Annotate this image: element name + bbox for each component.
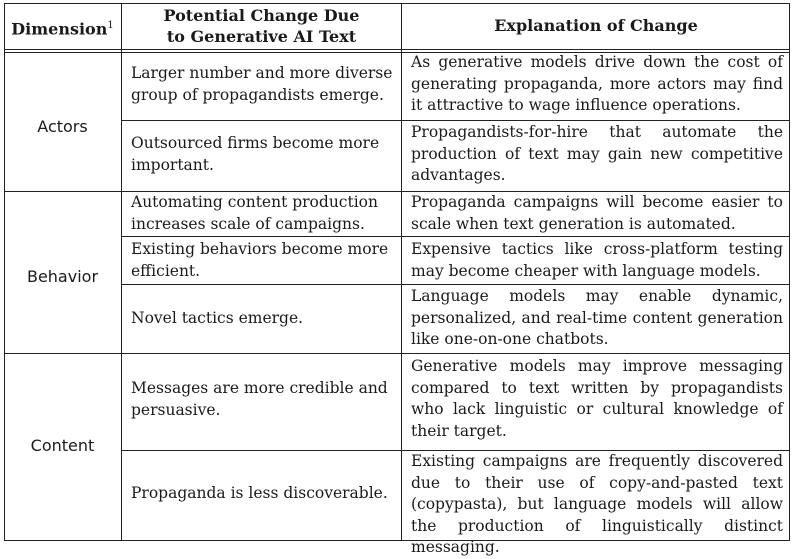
group-divider — [4, 353, 790, 354]
header-explanation: Explanation of Change — [494, 16, 698, 35]
change-cell: Novel tactics emerge. — [131, 309, 304, 327]
group-behavior: Behavior — [26, 267, 99, 286]
header-dimension — [5, 15, 120, 39]
change-cell: Propaganda is less discoverable. — [131, 484, 388, 502]
footnote-marker: 1 — [107, 20, 114, 31]
row-divider — [121, 120, 790, 121]
column-divider — [121, 3, 122, 541]
explanation-cell: Propagandists-for-hire that automate the production of text may gain new competitive advantages. — [411, 123, 783, 184]
explanation-cell: Propaganda campaigns will become easier to scale when text generation is automated. — [411, 193, 783, 233]
explanation-cell: Expensive tactics like cross-platform testing may become cheaper with language models. — [411, 240, 783, 280]
change-cell: Existing behaviors become more efficient. — [131, 240, 389, 280]
explanation-cell: As generative models drive down the cost of generating propaganda, more actors may find it attractive to wage influence operations. — [411, 53, 783, 114]
group-actors: Actors — [37, 117, 88, 136]
explanation-cell: Language models may enable dynamic, personalized, and real-time content generation like one-on-one chatbots. — [411, 287, 783, 348]
header-potential-change — [122, 5, 401, 47]
column-divider — [401, 3, 402, 541]
explanation-cell: Generative models may improve messaging compared to text written by propagandists who lack linguistic or cultural knowledge of their target. — [411, 357, 783, 440]
row-divider — [121, 236, 790, 237]
row-divider — [121, 284, 790, 285]
header-change-line2: to Generative AI Text — [166, 27, 357, 46]
header-dimension-label: Dimension — [11, 19, 108, 39]
group-content: Content — [30, 436, 95, 455]
explanation-cell: Existing campaigns are frequently discovered due to their use of copy-and-pasted text (copypasta), but language models will allow the production of linguistically distinct messaging. — [411, 452, 783, 556]
header-change-line1: Potential Change Due — [163, 6, 360, 25]
change-cell: Larger number and more diverse group of propagandists emerge. — [131, 64, 393, 104]
change-cell: Outsourced firms become more important. — [131, 134, 380, 174]
change-cell: Automating content production increases scale of campaigns. — [131, 193, 378, 233]
change-cell: Messages are more credible and persuasive. — [131, 379, 388, 419]
header-rule — [4, 49, 790, 50]
